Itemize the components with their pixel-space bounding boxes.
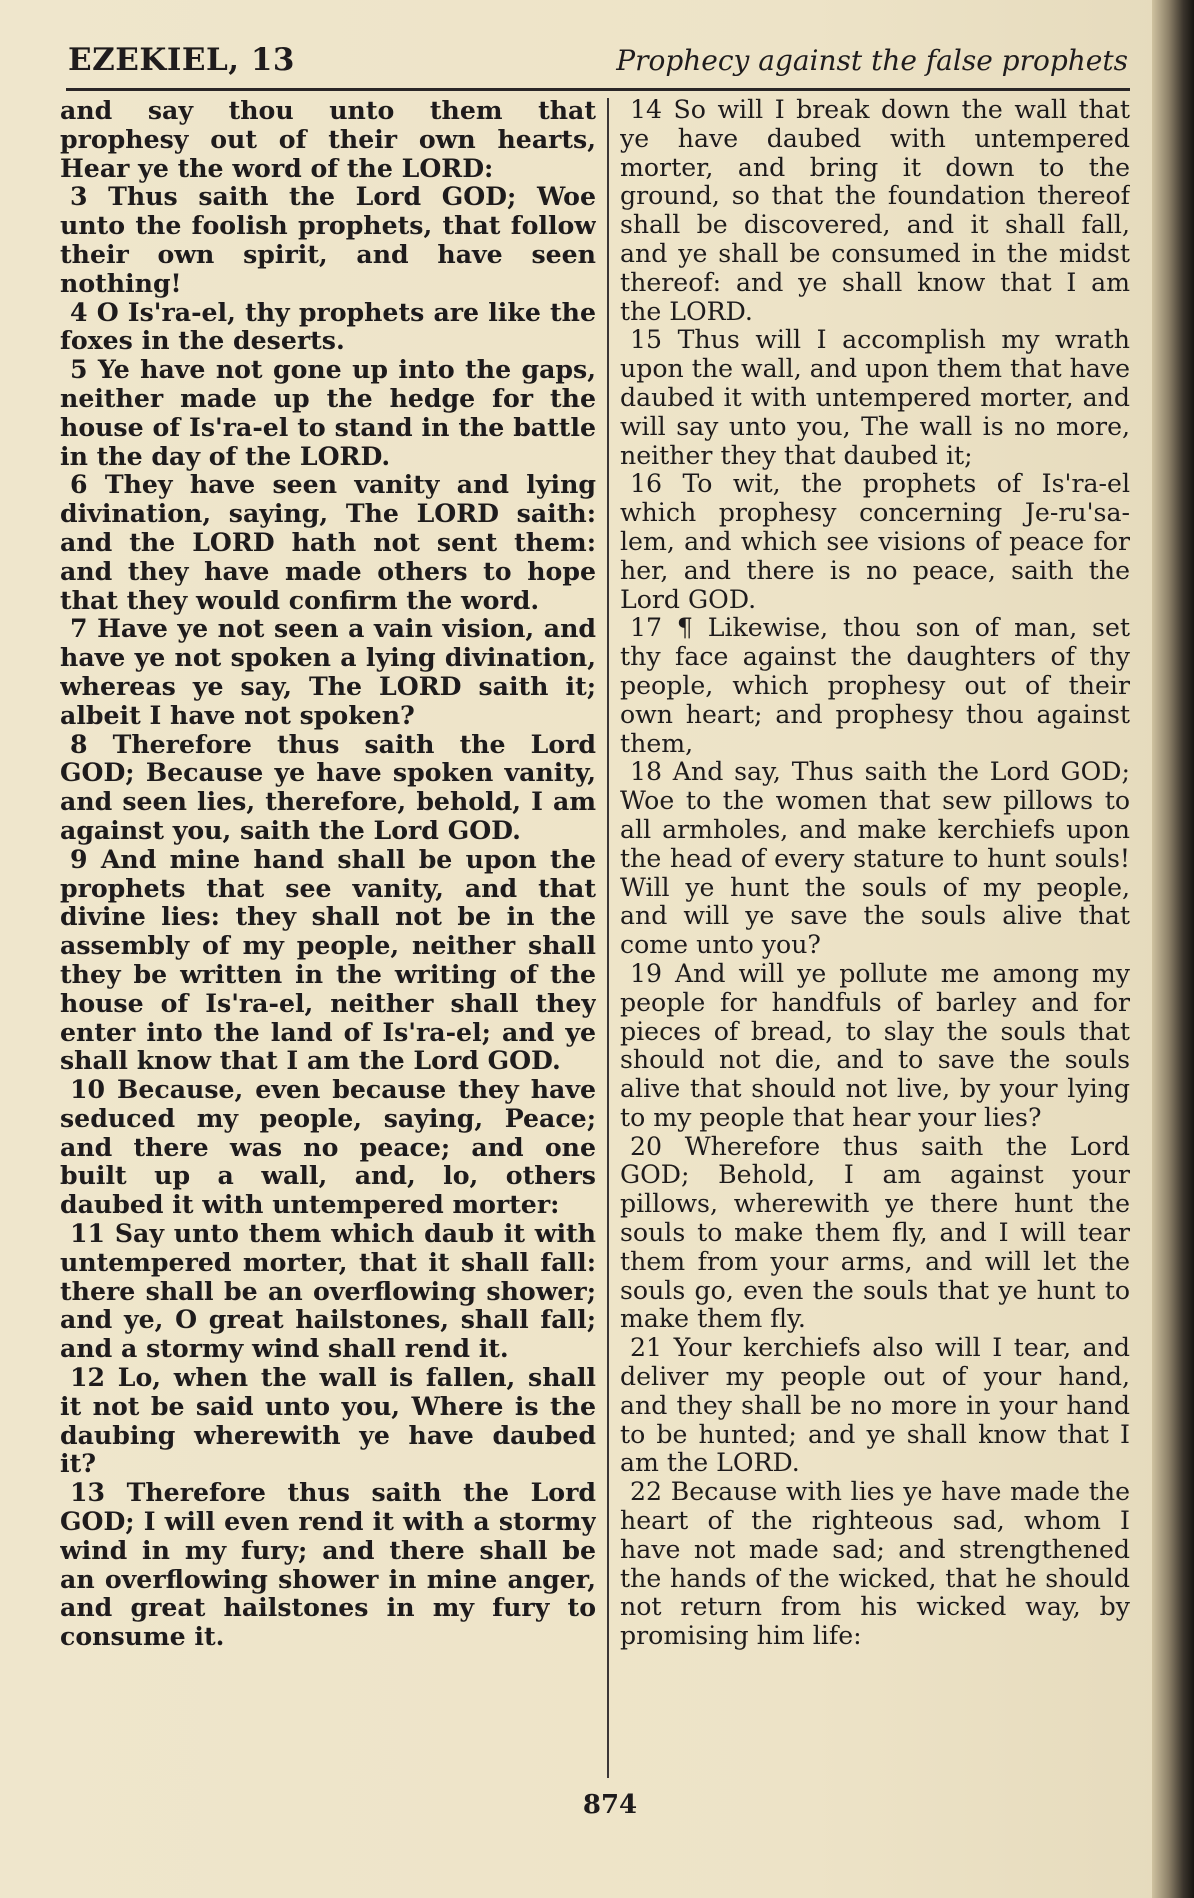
verse-9: 9 And mine hand shall be upon the prophets that see vanity, and that divine lies: they shall not be in the assembly of my people, neither shall they be written in the writing of the house of Is'ra-el, neither shall they enter into the land of Is'ra-el; and ye shall know that I am the Lord GOD. (60, 843, 596, 1076)
verse-7: 7 Have ye not seen a vain vision, and have ye not spoken a lying divination, whereas ye say, The LORD saith it; albeit I have not spoken? (60, 613, 596, 730)
verse-3: 3 Thus saith the Lord GOD; Woe unto the foolish prophets, that follow their own spirit, and have seen nothing! (60, 181, 596, 298)
verse-11: 11 Say unto them which daub it with untempered morter, that it shall fall: there shall be an overflowing shower; and ye, O great hailstones, shall fall; and a stormy wind shall rend it. (60, 1218, 596, 1364)
verse-20: 20 Wherefore thus saith the Lord GOD; Behold, I am against your pillows, wherewith ye there hunt the souls to make them fly, and I will tear them from your arms, and will let the souls go, even the souls that ye hunt to make them fly. (620, 1131, 1130, 1334)
verse-14: 14 So will I break down the wall that ye have daubed with untempered morter, and bring it down to the ground, so that the foundation thereof shall be discovered, and it shall fall, and ye shall be consumed in the midst thereof: and ye shall know that I am the LORD. (620, 96, 1130, 326)
verse-15: 15 Thus will I accomplish my wrath upon the wall, and upon them that have daubed it with untempered morter, and will say unto you, The wall is no more, neither they that daubed it; (620, 325, 1130, 470)
column-divider (607, 98, 609, 1778)
verse-13: 13 Therefore thus saith the Lord GOD; I will even rend it with a stormy wind in my fury; and there shall be an overflowing shower in mine anger, and great hailstones in my fury to consume it. (60, 1477, 596, 1652)
verse-16: 16 To wit, the prophets of Is'ra-el which prophesy concerning Je-ru'sa-lem, and which see visions of peace for her, and there is no peace, saith the Lord GOD. (620, 469, 1130, 614)
verse-17: 17 ¶ Likewise, thou son of man, set thy face against the daughters of thy people, which prophesy out of their own heart; and prophesy thou against them, (620, 613, 1130, 758)
left-text-column (60, 96, 596, 1786)
right-text-column (620, 96, 1130, 1786)
verse-6: 6 They have seen vanity and lying divination, saying, The LORD saith: and the LORD hath not sent them: and they have made others to hope that they would confirm the word. (60, 469, 596, 615)
verse-8: 8 Therefore thus saith the Lord GOD; Because ye have spoken vanity, and seen lies, therefore, behold, I am against you, saith the Lord GOD. (60, 728, 596, 845)
book-chapter-heading: EZEKIEL, 13 (68, 42, 295, 78)
running-title: Prophecy against the false prophets (616, 44, 1128, 77)
page-header (68, 36, 1128, 88)
book-gutter-shadow (1152, 0, 1194, 1898)
page-number: 874 (582, 1790, 638, 1820)
verse-22: 22 Because with lies ye have made the heart of the righteous sad, whom I have not made sad; and strengthened the hands of the wicked, that he should not return from his wicked way, by promising him life: (620, 1477, 1130, 1651)
verse-21: 21 Your kerchiefs also will I tear, and deliver my people out of your hand, and they shall be no more in your hand to be hunted; and ye shall know that I am the LORD. (620, 1333, 1130, 1478)
verse-18: 18 And say, Thus saith the Lord GOD; Woe to the women that sew pillows to all armholes, and make kerchiefs upon the head of every stature to hunt souls! Will ye hunt the souls of my people, and will ye save the souls alive that come unto you? (620, 757, 1130, 960)
verse-5: 5 Ye have not gone up into the gaps, neither made up the hedge for the house of Is'ra-el to stand in the battle in the day of the LORD. (60, 354, 596, 471)
verse-4: 4 O Is'ra-el, thy prophets are like the foxes in the deserts. (60, 296, 596, 356)
verse-continuation: and say thou unto them that prophesy out of their own hearts, Hear ye the word of the LORD: (60, 96, 596, 183)
verse-12: 12 Lo, when the wall is fallen, shall it not be said unto you, Where is the daubing wherewith ye have daubed it? (60, 1362, 596, 1479)
header-rule (66, 88, 1130, 91)
verse-19: 19 And will ye pollute me among my people for handfuls of barley and for pieces of bread, to slay the souls that should not die, and to save the souls alive that should not live, by your lying to my people that hear your lies? (620, 958, 1130, 1132)
verse-10: 10 Because, even because they have seduced my people, saying, Peace; and there was no peace; and one built up a wall, and, lo, others daubed it with untempered morter: (60, 1074, 596, 1220)
